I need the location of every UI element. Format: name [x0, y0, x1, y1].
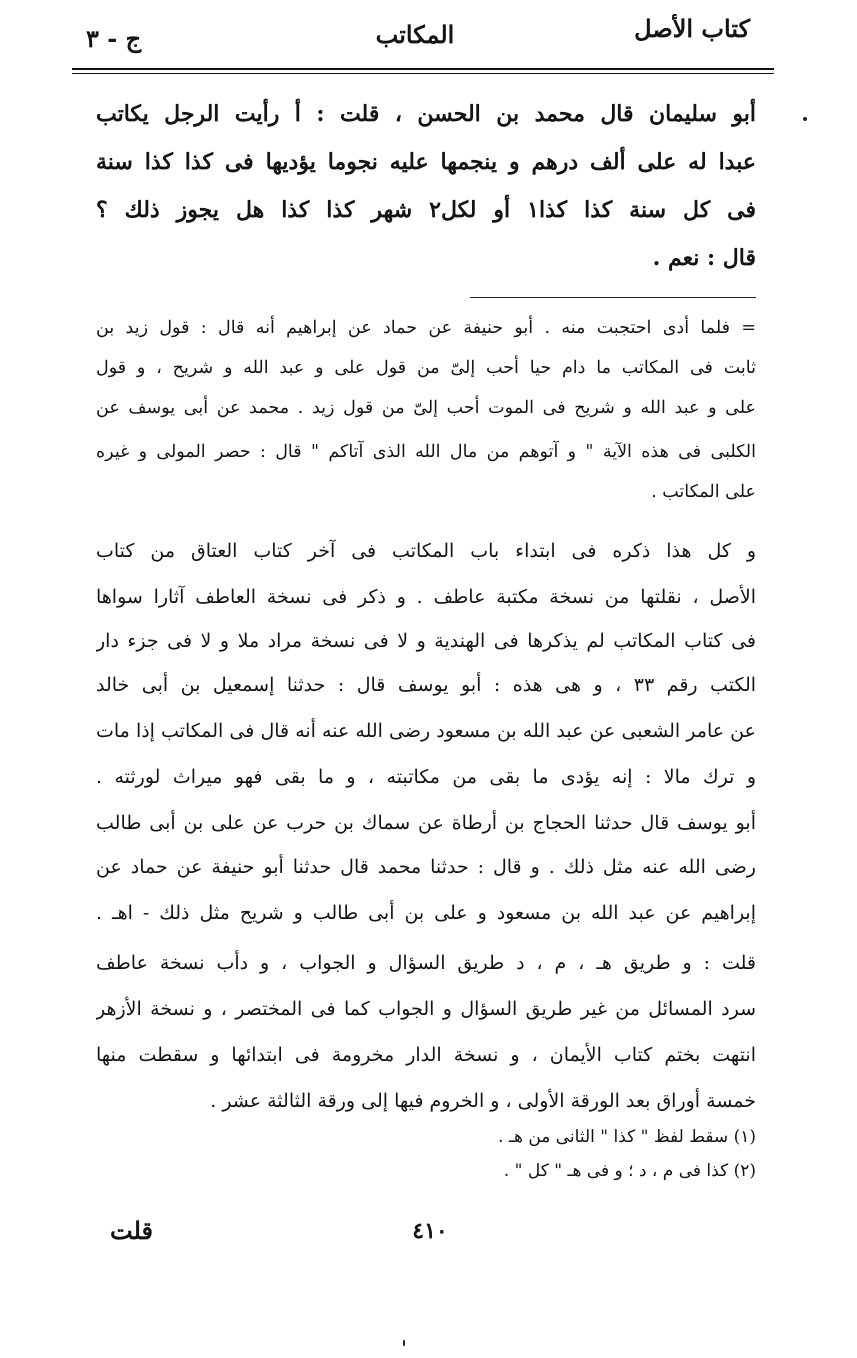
- header-rule: [72, 68, 774, 70]
- continued-note-line: على المكاتب .: [651, 482, 756, 502]
- main-text-line: أبو سليمان قال محمد بن الحسن ، قلت : أ رأيت الرجل يكاتب: [96, 101, 756, 127]
- editor-note-line: رضى الله عنه مثل ذلك . و قال : حدثنا محمد قال حدثنا أبو حنيفة عن حماد عن: [96, 856, 756, 878]
- margin-mark: [803, 117, 807, 121]
- header-rule-thin: [72, 73, 774, 74]
- main-text-line: قال : نعم .: [652, 245, 756, 271]
- scan-mark: [403, 1340, 405, 1346]
- running-head-chapter-title: المكاتب: [375, 20, 455, 49]
- page-number: ٤١٠: [412, 1218, 448, 1244]
- continued-note-line: ثابت فى المكاتب ما دام حيا أحب إلىّ من قول على و عبد الله و شريح ، و قول: [96, 358, 756, 378]
- running-head-book-title: كتاب الأصل: [634, 14, 750, 43]
- catchword: قلت: [110, 1216, 153, 1245]
- main-text-line: فى كل سنة كذا كذا١ أو لكل٢ شهر كذا كذا هل يجوز ذلك ؟: [96, 197, 756, 223]
- editor-note-line: أبو يوسف قال حدثنا الحجاج بن أرطاة عن سماك بن حرب عن على بن أبى طالب: [96, 812, 756, 834]
- continued-note-line: الكلبى فى هذه الآية " و آتوهم من مال الله الذى آتاكم " قال : حصر المولى و غيره: [96, 442, 756, 462]
- editor-note-line: خمسة أوراق بعد الورقة الأولى ، و الخروم فيها إلى ورقة الثالثة عشر .: [210, 1090, 756, 1112]
- editor-note-line: و ترك مالا : إنه يؤدى ما بقى من مكاتبته ، و ما بقى فهو ميراث لورثته .: [96, 766, 756, 788]
- running-head-volume: ج - ٣: [86, 24, 142, 53]
- editor-note-line: انتهت بختم كتاب الأيمان ، و نسخة الدار مخرومة فى ابتدائها و سقطت منها: [96, 1044, 756, 1066]
- editor-note-line: سرد المسائل من غير طريق السؤال و الجواب كما فى المختصر ، و نسخة الأزهر: [96, 998, 756, 1020]
- editor-note-line: قلت : و طريق هـ ، م ، د طريق السؤال و الجواب ، و دأب نسخة عاطف: [96, 952, 756, 974]
- editor-note-line: فى كتاب المكاتب لم يذكرها فى الهندية و لا فى نسخة مراد ملا و لا فى جزء دار: [96, 630, 756, 652]
- editor-note-line: الكتب رقم ٣٣ ، و هى هذه : أبو يوسف قال : حدثنا إسمعيل بن أبى خالد: [96, 674, 756, 696]
- continued-note-line: على و عبد الله و شريح فى الموت أحب إلىّ من قول زيد . محمد عن أبى يوسف عن: [96, 398, 756, 418]
- continued-note-line: = فلما أدى احتجبت منه . أبو حنيفة عن حماد عن إبراهيم أنه قال : قول زيد بن: [96, 318, 756, 338]
- main-text-line: عبدا له على ألف درهم و ينجمها عليه نجوما يؤديها فى كذا كذا سنة: [96, 149, 756, 175]
- editor-note-line: الأصل ، نقلتها من نسخة مكتبة عاطف . و ذكر فى نسخة العاطف آثارا سواها: [96, 586, 756, 608]
- footnote-separator: [470, 297, 756, 298]
- editor-note-line: إبراهيم عن عبد الله بن مسعود و على بن أبى طالب و شريح مثل ذلك - اهـ .: [96, 902, 756, 924]
- footnote-2: (٢) كذا فى م ، د ؛ و فى هـ " كل " .: [503, 1161, 756, 1181]
- editor-note-line: و كل هذا ذكره فى ابتداء باب المكاتب فى آخر كتاب العتاق من كتاب: [96, 540, 756, 562]
- editor-note-line: عن عامر الشعبى عن عبد الله بن مسعود رضى الله عنه أنه قال فى المكاتب إذا مات: [96, 720, 756, 742]
- footnote-1: (١) سقط لفظ " كذا " الثانى من هـ .: [498, 1127, 756, 1147]
